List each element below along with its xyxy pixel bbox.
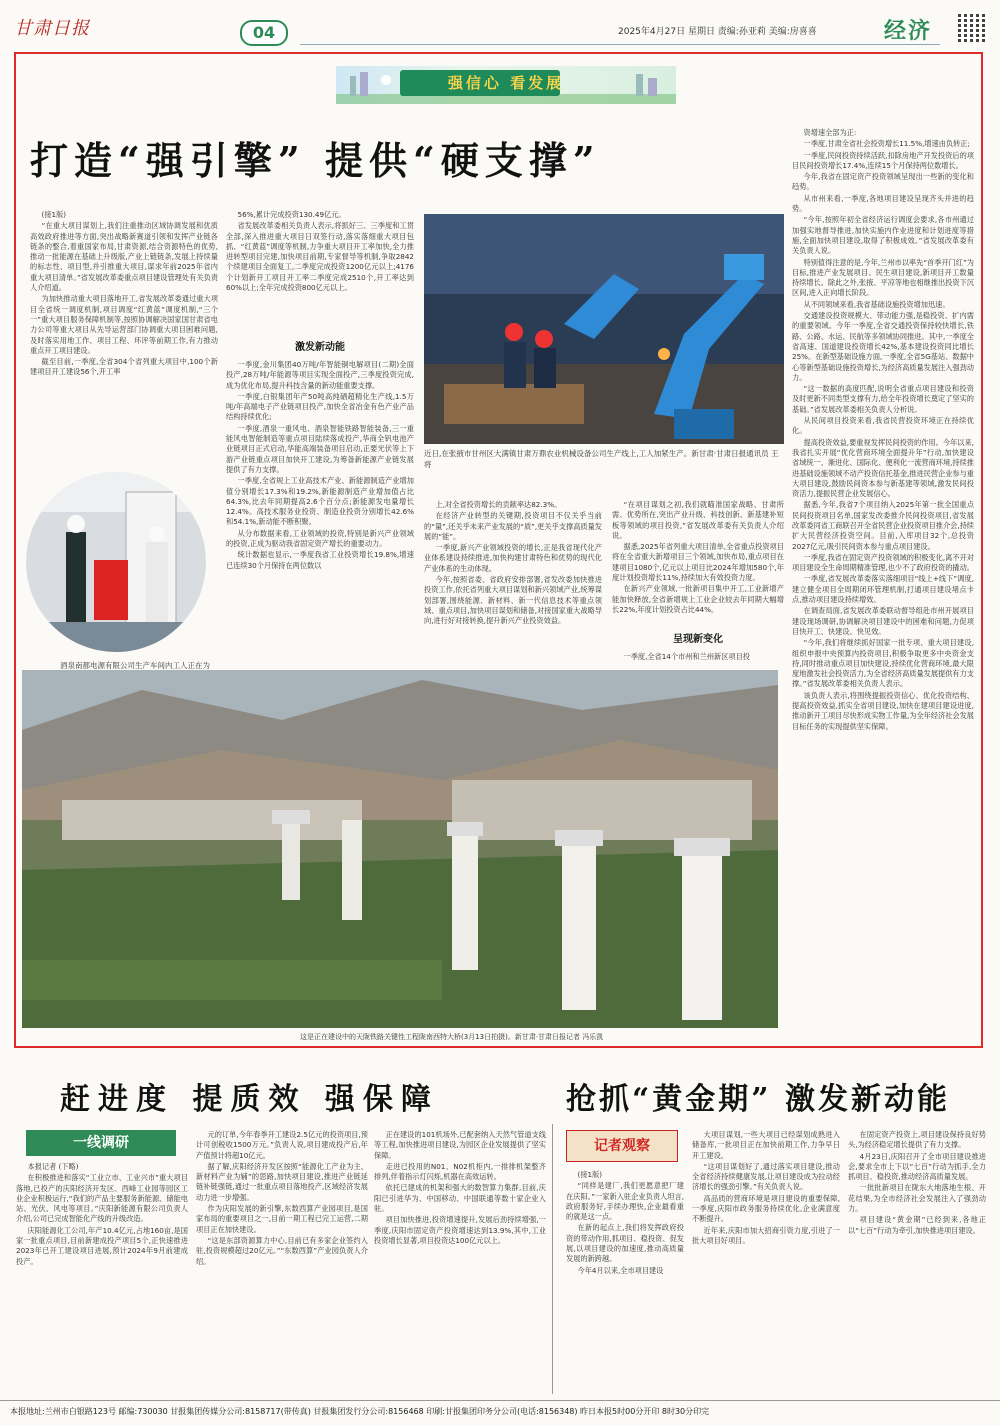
photo-railway-bridge bbox=[22, 670, 778, 1028]
paragraph: 在积极推进和落实“工业立市、工业兴市”重大项目落地,已投产的庆阳经济开发区、西峰工业园等园区工业企业积极运行,“我们的产品主要服务新能源、储能电站、光伏、风电等项目。”庆阳新能源有限公司负责人介绍,公司已完成智能化产线的升级改造。 bbox=[16, 1173, 188, 1224]
paragraph: (接1版) bbox=[41, 210, 67, 219]
article-column-1 bbox=[30, 210, 218, 450]
paragraph: 项目加快推进,投资增速提升,发展后劲持续增强,一季度,庆阳市固定资产投资增速达到13.9%,其中,工业投资增长显著,项目投资达100亿元以上。 bbox=[374, 1215, 546, 1245]
footer-info: 本报地址:兰州市白银路123号 邮编:730030 甘报集团传媒分公司:8158717(带传真) 甘报集团发行分公司:8156468 印刷:甘报集团印务分公司(电话:8156348) 昨日本报5时00分开印 8时30分印完 bbox=[0, 1400, 1000, 1425]
paragraph: 在经济产业转型的关键期,投资项目不仅关乎当前的“量”,还关乎未来产业发展的“质”,更关乎支撑高质量发展的“能”。 bbox=[424, 511, 602, 541]
bottom-left-column-1 bbox=[16, 1162, 188, 1392]
column-divider bbox=[552, 1124, 553, 1394]
paragraph: 今年4月以来,全市项目建设 bbox=[577, 1265, 664, 1275]
paragraph: 今年,我省在固定资产投资领域呈现出一些新的变化和趋势。 bbox=[792, 172, 974, 192]
paragraph: 从分布数据来看,工业领域的投资,特别是新兴产业领域的投资,正成为驱动我省固定资产增长的重要动力。 bbox=[226, 528, 414, 549]
section-name: 经济 bbox=[884, 19, 933, 44]
photo-caption-bridge: 这是正在建设中的天陇铁路关键性工程陇南西特大桥(3月13日拍摄)。新甘肃·甘肃日报记者 冯乐凯 bbox=[300, 1033, 604, 1041]
bottom-right-column-3 bbox=[848, 1130, 986, 1392]
article-headline: 打造“强引擎” 提供“硬支撑” bbox=[30, 138, 601, 183]
paragraph: 统计数据也显示,一季度我省工业投资增长19.8%,增速已连续30个月保持在两位数以 bbox=[226, 550, 414, 570]
paragraph: 一季度,全省规上工业高技术产业、新能源制造产业增加值分别增长17.3%和19.2%,新能源制造产业增加值占比64.3%,比去年同期提高2.6个百分点;新能源发电量增长12.4%。高技术服务业投资、制造业投资分别增长42.6%和54.1%,新动能不断积聚。 bbox=[226, 476, 414, 527]
newspaper-logo: 甘肃日报 bbox=[14, 18, 90, 39]
paragraph: 交通建设投资规模大、带动能力强,是稳投资、扩内需的重要领域。今年一季度,全省交通投资保持较快增长,铁路、公路、水运、民航等多领域协同推进。其中,一季度全省高速、国道建设投资增长42%,基本建设投资同比增长25%。在新型基础设施方面,一季度,全省5G基站、数据中心等新型基础设施投资增长,为经济高质量发展注入强劲动力。 bbox=[792, 311, 974, 382]
bottom-right-headline: 抢抓“黄金期” 激发新动能 bbox=[566, 1082, 950, 1117]
page-number: 04 bbox=[240, 20, 288, 46]
masthead bbox=[0, 0, 1000, 50]
paragraph: 一批批新项目在陇东大地落地生根、开花结果,为全市经济社会发展注入了强劲动力。 bbox=[848, 1183, 986, 1214]
paragraph: 一季度,全省14个市州和兰州新区项目投 bbox=[623, 652, 750, 661]
paragraph: 一季度,民间投资持续活跃,扣除房地产开发投资后的项目民间投资增长17.4%,连续15个月保持两位数增长。 bbox=[792, 150, 974, 170]
paragraph: 庆阳能源化工公司,年产10.4亿元,占地160亩,是国家一批重点项目,目前新建成投产项目5个,正快速推进2023年已开工建设项目进展,预计2024年9月前建成投产。 bbox=[16, 1225, 188, 1266]
bottom-left-column-2 bbox=[196, 1130, 368, 1392]
paragraph: 一季度,省发展改革委落实落细项目“线上+线下”调度,建立健全项目全周期闭环管理机制,打通项目建设堵点卡点,推动项目建设持续增效。 bbox=[792, 574, 974, 605]
paragraph: “今年,按照年初全省经济运行调度会要求,各市州通过加强实地督导推进,加快实施内作业进度和计划进度等措施,全面加快项目建设,取得了积极成效。”省发展改革委有关负责人说。 bbox=[792, 215, 974, 256]
paragraph: 近年来,庆阳市加大招商引资力度,引进了一批大项目好项目。 bbox=[692, 1225, 840, 1245]
paragraph: 大项目谋划,一些大项目已经谋划成熟进入储备库,一批项目正在加快前期工作,力争早日开工建设。 bbox=[692, 1130, 840, 1160]
paragraph: 资增速全部为正: bbox=[803, 128, 857, 137]
paragraph: “在重大项目谋划上,我们注重推动区域协调发展和优质高效政府推进等方面,突出战略新赛道引领和发挥产业链各链条的整合,着重国家布局,甘肃资源,结合资源特色的优势,推动一批能源在基础上升级版,产业上链链条,发展上持续量的标志性、项目型,并引推重大项目,谋求年前2025年省内重大项目清单。”省发展改革委重点项目建设管理处有关负责人介绍道。 bbox=[30, 221, 218, 293]
paragraph: 项目建设“黄金期”已经到来,各地正以“七百”行动为牵引,加快推进项目建设。 bbox=[848, 1215, 986, 1235]
paragraph: “今年,我们将继续抓好国家一批专项、重大项目建设,组织申报中央预算内投资项目,积极争取更多中央资金支持,同时推动重点项目加快建设,持续优化营商环境,最大限度地激发社会投资活力,为全省经济高质量发展提供有力支撑。”省发展改革委相关负责人表示。 bbox=[792, 638, 974, 689]
paragraph: 一季度,白银集团年产50吨高纯硒超精化生产线,1.5万吨/年高端电子产业链项目投产,加快全省冶金有色产业产品结构持续优化; bbox=[226, 391, 414, 422]
paragraph: (接1版) bbox=[577, 1170, 603, 1179]
paragraph: 为加快推动重大项目落地开工,省发展改革委通过重大项目全省统一调度机制,项目调度“红黄蓝”调度机制,“三个一”重大项目服务保障机制等,按照协调解决国家国甘肃省电力公司等重大项目从先导运营部门协调重大项目困难问题,及时落实用地工作、项目工程、环评等前期工作,有力推动重点开工项目建设。 bbox=[30, 294, 218, 355]
paragraph: 省发展改革委相关负责人表示,将抓好三、三季度和工贯全部,深入推进重大项目日双签行动,落实落细重大项目包抓、“红黄蓝”调度等机制,力争重大项目开工率加快,全力推进转型项目完建,加快项目前期,专家督导等机制,争取2842个续建项目全面复工,二季度完成投资1200亿元以上;4176个计划新开工项目开工率二季度完成2510个,开工率达到60%以上;全年完成投资800亿元以上。 bbox=[226, 221, 414, 293]
battery-workshop-image bbox=[26, 472, 206, 652]
paragraph: 元的订单,今年春季开工建设2.5亿元的投资项目,预计可创税收1500万元。”负责人说,项目建成投产后,年产值预计将超10亿元。 bbox=[196, 1130, 368, 1160]
paragraph: “这项目谋划好了,通过落实项目建设,推动全省经济持续健康发展,让项目建设成为拉动经济增长的强劲引擎。”有关负责人说。 bbox=[692, 1161, 840, 1192]
bottom-right-column-1 bbox=[566, 1170, 684, 1392]
paragraph: 一季度,金川集团40万吨/年智能铜电解项目(二期)全面投产,28万吨/年能源等项目实现全面投产,三季度投资完成,成为优化布局,提升科技含量的新动能重要支撑。 bbox=[226, 360, 414, 390]
article-column-4 bbox=[612, 500, 784, 618]
paragraph: 从不同领域来看,我省基础设施投资增加迅速。 bbox=[803, 299, 950, 309]
paragraph: 56%,累计完成投资130.49亿元。 bbox=[237, 210, 346, 219]
paragraph: 在固定资产投资上,项目建设保持良好势头,为经济稳定增长提供了有力支撑。 bbox=[848, 1130, 986, 1150]
tag-reporter-observation: 记者观察 bbox=[566, 1130, 678, 1162]
banner-title: 强信心 看发展 bbox=[447, 74, 565, 92]
paragraph: 走进已投用的N01、N02机柜内,一排排机架整齐排列,伴着指示灯闪烁,机器在高效运转。 bbox=[374, 1161, 546, 1182]
bottom-left-headline: 赶进度 提质效 强保障 bbox=[60, 1082, 439, 1117]
paragraph: 今年,按照省委、省政府安排部署,省发改委加快推进投资工作,依托省列重大项目谋划和新兴领域产业,统筹谋划部署,围绕能源、新材料、新一代信息技术等重点领域、重点项目,加快项目谋划和储备,对接国家重大战略导向,进行好对接转换,提升新兴产业投资效益。 bbox=[424, 575, 602, 626]
qr-code-overlay bbox=[958, 12, 988, 42]
article-column-3 bbox=[424, 500, 602, 670]
paragraph: 提高投资效益,要重视发挥民间投资的作用。今年以来,我省扎实开展“优化营商环境全面提升年”行动,加快建设省域统一、渐进化、国际化、便利化一流营商环境,持续推进基础设施领域不动产投资信托基金,推进民营企业参与重大项目建设,鼓励民间资本参与新基建等领域,激发民间投资活力,提振民营企业发展信心。 bbox=[792, 437, 974, 499]
bottom-left-column-3 bbox=[374, 1130, 546, 1392]
paragraph: 一季度,我省在固定资产投资领域的积极变化,离不开对项目建设全生命周期精准管理,也少不了政府投资的撬动。 bbox=[792, 552, 974, 573]
photo-battery-workshop bbox=[26, 472, 206, 652]
paragraph: 4月23日,庆阳召开了全市项目建设推进会,要求全市上下以“七百”行动为抓手,全力抓项目、稳投资,推动经济高质量发展。 bbox=[848, 1151, 986, 1182]
paragraph: 一季度,甘肃全省社会投资增长11.5%,增速由负转正; bbox=[803, 139, 970, 149]
paragraph: 高品质的营商环境是项目建设的重要保障,一季度,庆阳市政务服务持续优化,企业满意度不断提升。 bbox=[692, 1193, 840, 1224]
article-column-2b bbox=[226, 360, 414, 650]
railway-bridge-image bbox=[22, 670, 778, 1028]
bottom-right-column-2 bbox=[692, 1130, 840, 1392]
factory-robot-image bbox=[424, 214, 784, 444]
paragraph: 据悉,今年,我省7个项目纳入2025年第一批全国重点民间投资项目名单,国家发改委推介民间投资项目,省发展改革委同省工商联召开全省民营企业投资项目推介会,持续扩大民营经济投资空间。目前,入库项目32个,总投资2027亿元,吸引民间资本参与重点项目建设。 bbox=[792, 500, 974, 551]
paragraph: 在新的起点上,我们将发挥政府投资的带动作用,抓项目、稳投资、促发展,以项目建设的加速度,推动高质量发展的新跨越。 bbox=[566, 1223, 684, 1264]
date-editor-info: 2025年4月27日 星期日 责编:孙亚莉 美编:房喜喜 bbox=[618, 27, 817, 37]
paragraph: 上,对全省投资增长的贡献率达82.3%。 bbox=[435, 500, 562, 509]
paragraph: 本报记者 (下略) bbox=[27, 1162, 79, 1171]
subheading-new-changes: 呈现新变化 bbox=[673, 634, 723, 645]
paragraph: 依托已建成的机架和强大的数智算力集群,目前,庆阳已引进华为、中国移动、中国联通等数十家企业入驻。 bbox=[374, 1183, 546, 1214]
paragraph: 在调查局面,省发展改革委联动督导组赴市州开展项目建设现场调研,协调解决项目建设中的困难和问题,力促项目快开工、快建设、快见效。 bbox=[792, 606, 974, 636]
paragraph: 特别值得注意的是,今年,兰州市以率先“首季开门红”为目标,推进产业发展项目、民生项目建设,新项目开工数量持续增长。除此之外,张掖、平凉等地也相继推出投资下沉区间,进入正向增长阶段。 bbox=[792, 257, 974, 298]
paragraph: 据了解,庆阳经济开发区按照“能源化工产业为主、新材料产业为辅”的思路,加快项目建设,推进产业链延链补链强链,通过一批重点项目落地投产,区域经济发展动力进一步增强。 bbox=[196, 1161, 368, 1202]
subheading-new-momentum: 激发新动能 bbox=[295, 342, 345, 353]
masthead-rule bbox=[300, 44, 940, 45]
paragraph: 正在建设的101机场外,已配套纳入天然气管道支线等工程,加快推进项目建设,为园区企业发展提供了坚实保障。 bbox=[374, 1130, 546, 1160]
paragraph: 从民间项目投资来看,我省民营投资环境正在持续优化。 bbox=[792, 416, 974, 436]
photo-caption-robot: 近日,在张掖市甘州区大满镇甘肃万鼎农业机械设备公司生产线上,工人加紧生产。新甘肃·甘肃日报通讯员 王将 bbox=[424, 449, 779, 469]
paragraph: 一季度,新兴产业领域投资的增长,正是我省现代化产业体系建设持续推进,加快构建甘肃特色和优势的现代化产业体系的生动体现。 bbox=[424, 543, 602, 573]
paragraph: 据悉,2025年省列重大项目清单,全省重点投资项目将在全省重大新增项目三个领域,加快布局,重点项目在建项目1080个,亿元以上项目比2024年增加580个,年度计划投资增长11%,持续加大有效投资力度。 bbox=[612, 542, 784, 583]
paragraph: 一季度,酒泉一重风电、酒泉智能铁路智能装备,三一重能风电智能制造等重点项目陆续落成投产,华商全钒电池产业链项目正式启动,华能高端装备项目启动,正要光伏等上下游产业链重点项目加快开工建设,为筹备新能源产业链发展提供了有力支撑。 bbox=[226, 423, 414, 474]
paragraph: 该负责人表示,将围绕提振投资信心、优化投资结构、提高投资效益,抓实全省项目建设,加快在建项目建设进度,推动新开工项目尽快形成实物工作量,为全年经济社会发展目标任务的实现提供坚实保障。 bbox=[792, 690, 974, 731]
paragraph: 从市州来看,一季度,各地项目建设呈现齐头并进的趋势。 bbox=[792, 193, 974, 214]
paragraph: 在新兴产业领域,一批新项目集中开工,工业新增产能加快释放,全省新增规上工业企业较去年同期大幅增长22%,年度计划投资占比44%。 bbox=[612, 584, 784, 614]
paragraph: “同样是建厂,我们更愿意把厂建在庆阳。”一家新入驻企业负责人坦言,政府服务好,手续办理快,企业最看重的就是这一点。 bbox=[566, 1181, 684, 1222]
paragraph: “在项目谋划之初,我们就瞄准国家战略、甘肃所需、优势所在,突出产业升级、科技创新、新基建补短板等领域的项目投资,”省发展改革委有关负责人介绍说。 bbox=[612, 500, 784, 540]
photo-factory-robot bbox=[424, 214, 784, 444]
paragraph: 截至目前,一季度,全省304个省列重大项目中,100个新建项目开工建设56个,开工率 bbox=[30, 357, 218, 377]
tag-frontline-research: 一线调研 bbox=[26, 1130, 176, 1156]
article-column-2 bbox=[226, 210, 414, 320]
paragraph: “这一数据的高度匹配,说明全省重点项目建设和投资及时更新不同类型支撑有力,给全年投资增长奠定了坚实的基础。”省发展改革委相关负责人分析说。 bbox=[792, 384, 974, 414]
article-column-5 bbox=[792, 128, 974, 1038]
paragraph: “这是东部资源算力中心,目前已有多家企业签约入驻,投资规模超过20亿元。”“东数西算”产业园负责人介绍。 bbox=[196, 1235, 368, 1266]
article-column-4b bbox=[612, 652, 784, 664]
paragraph: 作为庆阳发展的新引擎,东数西算产业园项目,是国家布局的重要项目之一,目前一期工程已完工运营,二期项目正在加快建设。 bbox=[196, 1204, 368, 1234]
photo-caption-battery: 酒泉南都电源有限公司生产车间内工人正在为 bbox=[60, 661, 210, 670]
